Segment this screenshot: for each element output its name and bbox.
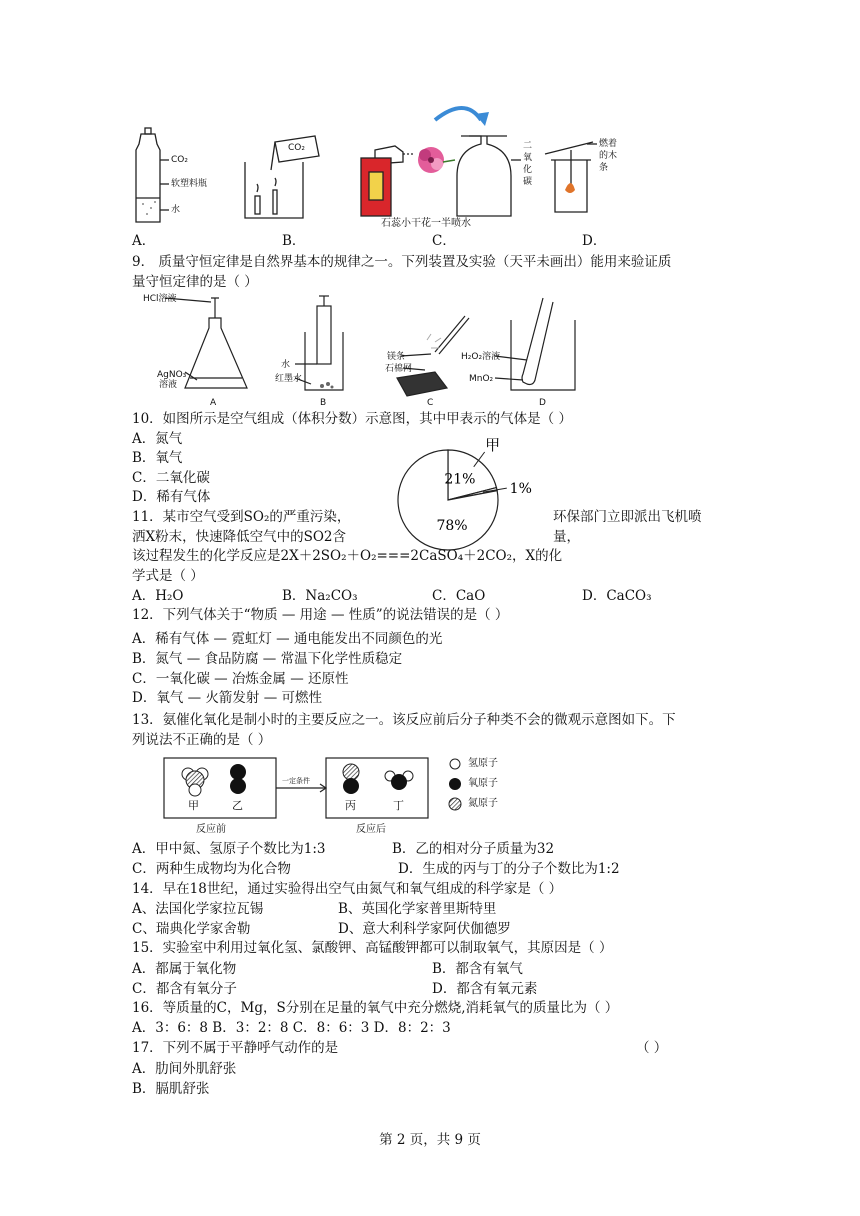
- q10-stem: 10．如图所示是空气组成（体积分数）示意图，其中甲表示的气体是（ ）: [132, 411, 572, 427]
- q11-line4: 学式是（ ）: [132, 568, 204, 584]
- q8-option-b: B．: [282, 233, 306, 249]
- q13-option-d: D．生成的丙与丁的分子个数比为1:2: [398, 861, 620, 877]
- q9-letter-d: D: [539, 398, 546, 408]
- q14-option-c: C、瑞典化学家舍勒: [132, 921, 251, 937]
- q17-paren: （ ）: [636, 1040, 668, 1056]
- pie-label-jia: 甲: [485, 436, 501, 454]
- q8-option-a: A．: [132, 233, 156, 249]
- q13-before-label: 反应前: [196, 824, 226, 835]
- q11-line1b: 环保部门立即派出飞机喷: [553, 509, 702, 525]
- flask-co2-label: 二氧化碳: [523, 141, 533, 187]
- q12-option-d: D．氧气 — 火箭发射 — 可燃性: [132, 690, 322, 706]
- q9-letter-b: B: [320, 398, 327, 408]
- q8-option-d: D．: [582, 233, 607, 249]
- q17-option-a: A．肋间外肌舒张: [132, 1061, 237, 1077]
- q13-option-b: B．乙的相对分子质量为32: [392, 841, 555, 857]
- q13-condition-label: 一定条件: [282, 777, 310, 785]
- q13-molecule-figure: [160, 752, 520, 836]
- q12-option-c: C．一氧化碳 — 冶炼金属 — 还原性: [132, 671, 349, 687]
- q12-option-b: B．氮气 — 食品防腐 — 常温下化学性质稳定: [132, 651, 403, 667]
- bottle-co2-label: CO₂: [171, 155, 188, 165]
- q16-options: A．3：6：8 B．3：2：8 C．8：6：3 D．8：2：3: [132, 1020, 451, 1036]
- q14-stem: 14．早在18世纪，通过实验得出空气由氮气和氧气组成的科学家是（ ）: [132, 881, 563, 897]
- q9c-asbestos-label: 石棉网: [385, 364, 413, 374]
- q9-letter-a: A: [210, 398, 217, 408]
- bottle-water-label: 水: [171, 205, 181, 215]
- q10-option-b: B．氧气: [132, 450, 183, 466]
- q8-option-c: C．: [432, 233, 456, 249]
- q13-yi-label: 乙: [232, 799, 243, 812]
- q12-option-a: A．稀有气体 — 霓虹灯 — 通电能发出不同颜色的光: [132, 631, 443, 647]
- q15-option-a: A．都属于氧化物: [132, 961, 237, 977]
- q9a-solution-label: 溶液: [159, 380, 178, 390]
- q17-stem: 17．下列不属于平静呼气动作的是: [132, 1040, 339, 1056]
- pie-label-1: 1%: [509, 481, 532, 498]
- q9d-h2o2-label: H₂O₂溶液: [461, 352, 501, 362]
- q15-option-d: D．都含有氧元素: [432, 981, 538, 997]
- q12-stem: 12．下列气体关于“物质 — 用途 — 性质”的说法错误的是（ ）: [132, 607, 509, 623]
- pie-label-21: 21%: [444, 471, 476, 488]
- legend-nitrogen: 氮原子: [468, 798, 498, 809]
- q13-stem-line2: 列说法不正确的是（ ）: [132, 732, 272, 748]
- q9-stem-line1: 9． 质量守恒定律是自然界基本的规律之一。下列装置及实验（天平未画出）能用来验证质: [132, 254, 672, 270]
- q8-figure: [125, 100, 645, 232]
- q9c-mg-label: 镁条: [387, 352, 406, 362]
- bottle-plastic-label: 软塑料瓶: [171, 179, 208, 189]
- q10-option-a: A．氮气: [132, 431, 183, 447]
- q13-ding-label: 丁: [393, 799, 404, 812]
- q11-line2a: 洒X粉末，快速降低空气中的SO2含: [132, 529, 347, 545]
- q13-option-c: C．两种生成物均为化合物: [132, 861, 291, 877]
- flower-caption: 石蕊小干花一半喷水: [381, 218, 471, 229]
- q9a-agno3-label: AgNO₃: [157, 370, 187, 380]
- legend-oxygen: 氧原子: [468, 778, 498, 789]
- q17-option-b: B．膈肌舒张: [132, 1081, 210, 1097]
- q10-option-d: D．稀有气体: [132, 489, 211, 505]
- q14-option-d: D、意大利科学家阿伏伽德罗: [338, 921, 511, 937]
- q13-jia-label: 甲: [188, 799, 199, 812]
- q11-line1a: 11．某市空气受到SO₂的严重污染，: [132, 509, 351, 525]
- q13-stem-line1: 13．氨催化氧化是制小时的主要反应之一。该反应前后分子种类不会的微观示意图如下。下: [132, 712, 676, 728]
- q15-option-c: C．都含有氧分子: [132, 981, 237, 997]
- q11-option-d: D．CaCO₃: [582, 588, 652, 604]
- q9-figure: [135, 292, 605, 410]
- q11-line3: 该过程发生的化学反应是2X＋2SO₂＋O₂===2CaSO₄＋2CO₂，X的化: [132, 548, 563, 564]
- q9b-water-label: 水: [281, 360, 291, 370]
- q10-option-c: C．二氧化碳: [132, 470, 210, 486]
- q9a-hcl-label: HCl溶液: [143, 294, 177, 304]
- q11-option-b: B．Na₂CO₃: [282, 588, 358, 604]
- q9b-red-ink-label: 红墨水: [275, 374, 303, 384]
- q13-bing-label: 丙: [345, 799, 356, 812]
- q16-stem: 16．等质量的C，Mg，S分别在足量的氧气中充分燃烧,消耗氧气的质量比为（ ）: [132, 1000, 619, 1016]
- page-footer: 第 2 页，共 9 页: [379, 1132, 481, 1148]
- q13-after-label: 反应后: [356, 824, 386, 835]
- q14-option-a: A、法国化学家拉瓦锡: [132, 901, 264, 917]
- q11-option-c: C．CaO: [432, 588, 486, 604]
- legend-hydrogen: 氢原子: [468, 758, 498, 769]
- q9-stem-line2: 量守恒定律的是（ ）: [132, 274, 258, 290]
- stick-label: 燃着的木条: [599, 139, 618, 173]
- pour-co2-label: CO₂: [288, 143, 305, 153]
- pie-label-78: 78%: [436, 518, 468, 534]
- q13-option-a: A．甲中氮、氢原子个数比为1:3: [132, 841, 326, 857]
- q14-option-b: B、英国化学家普里斯特里: [338, 901, 497, 917]
- q15-option-b: B．都含有氧气: [432, 961, 523, 977]
- q9-letter-c: C: [427, 398, 434, 408]
- q9d-mno2-label: MnO₂: [469, 374, 494, 384]
- q15-stem: 15．实验室中利用过氧化氢、氯酸钾、高锰酸钾都可以制取氧气，其原因是（ ）: [132, 940, 613, 956]
- q11-option-a: A．H₂O: [132, 588, 184, 604]
- q11-line2b: 量，: [553, 529, 580, 545]
